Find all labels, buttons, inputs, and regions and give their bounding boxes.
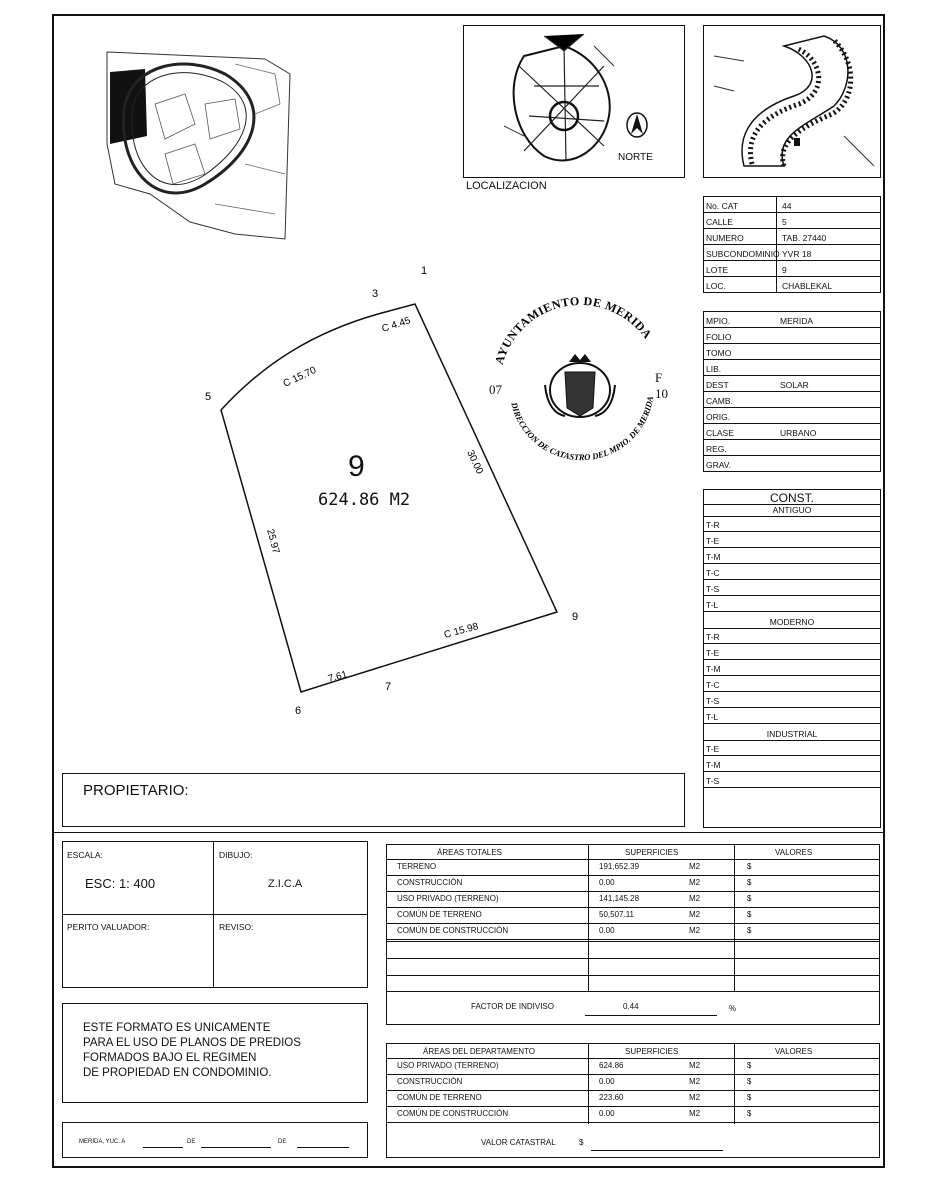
date-de2: DE — [278, 1139, 287, 1145]
areas-totales-unit: M2 — [689, 894, 701, 903]
areas-totales-row-line — [387, 891, 879, 892]
at-header-superficies: SUPERFICIES — [625, 848, 679, 857]
areas-depto-row-line — [387, 1106, 879, 1107]
const-moderno-key: T-M — [706, 664, 721, 674]
municipal-seal — [485, 290, 675, 480]
reg-info-row — [704, 344, 880, 360]
const-antiguo-row — [704, 564, 880, 580]
const-antiguo-row — [704, 548, 880, 564]
location-map-box — [463, 25, 685, 178]
cat-info-value: TAB. 27440 — [782, 233, 827, 243]
scale-block — [62, 841, 368, 988]
cat-info-key: No. CAT — [706, 201, 738, 211]
at-header-valores: VALORES — [775, 848, 813, 857]
cat-info-row — [704, 197, 880, 213]
norte-label: NORTE — [618, 152, 653, 163]
areas-depto-row-line — [387, 1122, 879, 1123]
at-blank-line — [387, 991, 879, 992]
reg-info-key: MPIO. — [706, 316, 731, 326]
cat-info-row — [704, 277, 880, 293]
areas-depto-cur: $ — [747, 1061, 752, 1070]
date-prefix: MERIDA, YUC. A — [79, 1139, 126, 1145]
areas-totales-row-line — [387, 875, 879, 876]
reg-info-key: DEST — [706, 380, 729, 390]
areas-totales-unit: M2 — [689, 862, 701, 871]
areas-depto-unit: M2 — [689, 1093, 701, 1102]
edge-label: 7.61 — [326, 669, 349, 685]
areas-depto-value: 0.00 — [599, 1109, 615, 1118]
areas-totales-label: USO PRIVADO (TERRENO) — [397, 894, 499, 903]
areas-depto-cur: $ — [747, 1093, 752, 1102]
factor-line — [585, 1015, 717, 1016]
const-antiguo-key: T-L — [706, 600, 719, 610]
at-col-divider — [734, 845, 735, 991]
date-day-line[interactable] — [143, 1147, 183, 1148]
reg-info-key: ORIG. — [706, 412, 731, 422]
edge-label: C 15.70 — [281, 364, 319, 390]
cat-info-key: NUMERO — [706, 233, 744, 243]
areas-totales-cur: $ — [747, 878, 752, 887]
const-moderno-key: T-S — [706, 696, 720, 706]
escala-value: ESC: 1: 400 — [85, 876, 156, 891]
note-box — [62, 1003, 368, 1103]
areas-depto-unit: M2 — [689, 1077, 701, 1086]
note-line: ESTE FORMATO ES UNICAMENTE — [83, 1022, 271, 1034]
svg-text:AYUNTAMIENTO DE MERIDA — [492, 294, 655, 366]
reg-info-value: MERIDA — [780, 316, 814, 326]
reg-info-value: URBANO — [780, 428, 817, 438]
vertex-label: 7 — [385, 681, 392, 693]
ad-header-superficies: SUPERFICIES — [625, 1047, 679, 1056]
const-industrial-key: T-M — [706, 760, 721, 770]
const-antiguo-key: T-E — [706, 536, 720, 546]
areas-depto-unit: M2 — [689, 1061, 701, 1070]
areas-totales-row-line — [387, 907, 879, 908]
reg-info-value: SOLAR — [780, 380, 809, 390]
const-moderno-row — [704, 628, 880, 644]
reg-info-row — [704, 392, 880, 408]
areas-depto-label: USO PRIVADO (TERRENO) — [397, 1061, 499, 1070]
areas-totales-cur: $ — [747, 862, 752, 871]
const-moderno-row — [704, 708, 880, 724]
areas-totales-cur: $ — [747, 910, 752, 919]
reg-info-key: CAMB. — [706, 396, 733, 406]
cat-info-value: YVR 18 — [782, 249, 812, 259]
section-divider — [52, 832, 885, 833]
owner-box — [62, 773, 685, 827]
scale-hdivider — [63, 914, 367, 915]
at-header-line — [387, 859, 879, 860]
lot-number: 9 — [348, 450, 365, 483]
vertex-label: 1 — [421, 265, 428, 277]
areas-totales-row-line — [387, 939, 879, 940]
areas-depto-row-line — [387, 1074, 879, 1075]
areas-totales-label: TERRENO — [397, 862, 437, 871]
const-moderno-row — [704, 676, 880, 692]
areas-depto-value: 624.86 — [599, 1061, 624, 1070]
dibujo-value: Z.I.C.A — [268, 878, 303, 890]
reg-info-key: TOMO — [706, 348, 732, 358]
vertex-label: 3 — [372, 288, 379, 300]
const-moderno-key: T-C — [706, 680, 720, 690]
cat-info-table — [703, 196, 881, 293]
areas-depto-unit: M2 — [689, 1109, 701, 1118]
areas-depto-label: COMÚN DE TERRENO — [397, 1093, 482, 1102]
reg-info-key: LIB. — [706, 364, 722, 374]
ad-col-divider — [734, 1044, 735, 1124]
edge-label: 25.97 — [264, 527, 282, 555]
ad-header-line — [387, 1058, 879, 1059]
reg-info-key: FOLIO — [706, 332, 732, 342]
const-moderno-row — [704, 644, 880, 660]
const-moderno-key: T-L — [706, 712, 719, 722]
seal-right-code-top: F — [655, 370, 663, 385]
valor-catastral-label: VALOR CATASTRAL — [481, 1138, 556, 1147]
edge-label: 30.00 — [464, 448, 485, 476]
date-month-line[interactable] — [201, 1147, 271, 1148]
const-industrial-row — [704, 772, 880, 788]
areas-totales-unit: M2 — [689, 910, 701, 919]
edge-label: C 15.98 — [442, 621, 480, 641]
ad-header-label: ÁREAS DEL DEPARTAMENTO — [423, 1047, 536, 1056]
cat-info-row — [704, 245, 880, 261]
areas-totales-unit: M2 — [689, 878, 701, 887]
areas-totales-row-line — [387, 923, 879, 924]
areas-totales-value: 50,507.11 — [599, 910, 634, 919]
areas-totales-unit: M2 — [689, 926, 701, 935]
cat-info-row — [704, 261, 880, 277]
reg-info-row — [704, 440, 880, 456]
cat-info-key: LOC. — [706, 281, 726, 291]
factor-label: FACTOR DE INDIVISO — [471, 1002, 554, 1011]
const-antiguo-row — [704, 516, 880, 532]
note-line: FORMADOS BAJO EL REGIMEN — [83, 1052, 257, 1064]
reg-info-key: CLASE — [706, 428, 734, 438]
areas-totales-label: COMÚN DE TERRENO — [397, 910, 482, 919]
const-moderno-key: T-E — [706, 648, 720, 658]
const-moderno-row — [704, 660, 880, 676]
owner-label: PROPIETARIO: — [83, 782, 189, 799]
subdivision-map — [704, 26, 879, 176]
lot-area: 624.86 M2 — [318, 490, 411, 510]
const-industrial-key: T-S — [706, 776, 720, 786]
seal-bottom-text: DIRECCION DE CATASTRO DEL MPIO. DE MERIDA — [509, 395, 656, 463]
reg-info-row — [704, 456, 880, 472]
areas-totales-table — [386, 844, 880, 1025]
cat-info-row — [704, 229, 880, 245]
escala-label: ESCALA: — [67, 850, 103, 860]
dibujo-label: DIBUJO: — [219, 850, 253, 860]
date-year-line[interactable] — [297, 1147, 349, 1148]
areas-depto-table — [386, 1043, 880, 1158]
reg-info-row — [704, 312, 880, 328]
cat-info-key: CALLE — [706, 217, 733, 227]
reviso-label: REVISO: — [219, 922, 254, 932]
coat-of-arms-icon — [545, 354, 615, 417]
const-moderno-row — [704, 692, 880, 708]
areas-totales-value: 141,145.28 — [599, 894, 640, 903]
at-col-divider — [588, 845, 589, 991]
reg-info-table — [703, 311, 881, 472]
at-blank-line — [387, 975, 879, 976]
areas-depto-cur: $ — [747, 1109, 752, 1118]
perito-label: PERITO VALUADOR: — [67, 922, 150, 932]
note-line: PARA EL USO DE PLANOS DE PREDIOS — [83, 1037, 301, 1049]
const-title: CONST. — [769, 491, 814, 505]
reg-info-row — [704, 328, 880, 344]
valor-catastral-line[interactable] — [591, 1150, 723, 1151]
overview-map — [95, 44, 295, 244]
at-header-label: ÁREAS TOTALES — [437, 848, 502, 857]
areas-depto-label: CONSTRUCCIÓN — [397, 1077, 463, 1086]
const-antiguo-key: T-M — [706, 552, 721, 562]
date-de1: DE — [187, 1139, 196, 1145]
reg-info-row — [704, 360, 880, 376]
const-moderno-label: MODERNO — [769, 617, 815, 627]
areas-totales-value: 0.00 — [599, 926, 615, 935]
reg-info-key: REG. — [706, 444, 727, 454]
vertex-label: 6 — [295, 705, 302, 717]
edge-label: C 4.45 — [380, 315, 412, 335]
areas-depto-value: 0.00 — [599, 1077, 615, 1086]
areas-totales-value: 191,652.39 — [599, 862, 640, 871]
reg-info-row — [704, 408, 880, 424]
cat-info-key: LOTE — [706, 265, 729, 275]
cat-info-value: 44 — [782, 201, 792, 211]
localizacion-label: LOCALIZACION — [466, 180, 547, 192]
vertex-label: 5 — [205, 391, 212, 403]
north-arrow-icon — [624, 110, 650, 140]
ad-header-valores: VALORES — [775, 1047, 813, 1056]
const-antiguo-row — [704, 580, 880, 596]
const-antiguo-row — [704, 596, 880, 612]
seal-right-code-bottom: 10 — [655, 386, 668, 401]
areas-depto-value: 223.60 — [599, 1093, 624, 1102]
at-blank-line — [387, 958, 879, 959]
vertex-label: 9 — [572, 611, 579, 623]
at-blank-line — [387, 941, 879, 942]
cat-info-value: 9 — [782, 265, 787, 275]
const-table — [703, 489, 881, 828]
const-antiguo-label: ANTIGUO — [772, 505, 812, 515]
cat-info-value: 5 — [782, 217, 787, 227]
const-industrial-row — [704, 740, 880, 756]
reg-info-row — [704, 424, 880, 440]
areas-depto-row-line — [387, 1090, 879, 1091]
cat-info-value: CHABLEKAL — [782, 281, 833, 291]
date-box — [62, 1122, 368, 1158]
const-antiguo-key: T-C — [706, 568, 720, 578]
factor-value: 0.44 — [623, 1002, 639, 1011]
cat-info-key: SUBCONDOMINIO — [706, 249, 780, 259]
areas-totales-cur: $ — [747, 926, 752, 935]
factor-unit: % — [729, 1004, 737, 1013]
areas-totales-value: 0.00 — [599, 878, 615, 887]
cat-info-row — [704, 213, 880, 229]
areas-totales-label: COMÚN DE CONSTRUCCIÓN — [397, 926, 509, 935]
const-antiguo-key: T-R — [706, 520, 720, 530]
ad-col-divider — [588, 1044, 589, 1124]
areas-totales-cur: $ — [747, 894, 752, 903]
const-antiguo-row — [704, 532, 880, 548]
const-industrial-label: INDUSTRIAL — [766, 729, 818, 739]
reg-info-key: GRAV. — [706, 460, 732, 470]
const-industrial-key: T-E — [706, 744, 720, 754]
const-moderno-key: T-R — [706, 632, 720, 642]
const-industrial-row — [704, 756, 880, 772]
valor-catastral-currency: $ — [579, 1138, 584, 1147]
reg-info-row — [704, 376, 880, 392]
areas-totales-label: CONSTRUCCIÓN — [397, 878, 463, 887]
const-antiguo-key: T-S — [706, 584, 720, 594]
areas-depto-cur: $ — [747, 1077, 752, 1086]
note-line: DE PROPIEDAD EN CONDOMINIO. — [83, 1067, 272, 1079]
seal-left-code: 07 — [489, 382, 502, 397]
seal-top-text: AYUNTAMIENTO DE MERIDA — [491, 293, 655, 367]
areas-depto-label: COMÚN DE CONSTRUCCIÓN — [397, 1109, 509, 1118]
subdivision-map-box — [703, 25, 881, 178]
